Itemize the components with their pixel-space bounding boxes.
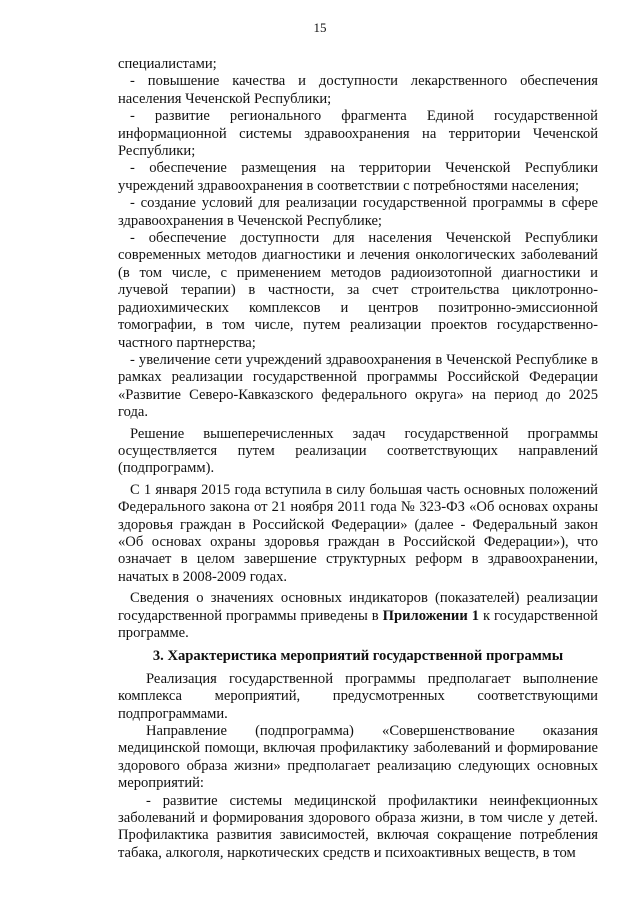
paragraph-12: Направление (подпрограмма) «Совершенствование оказания медицинской помощи, включая профилактику заболеваний и формирование здорового образа жизни» предполагает реализацию следующих основных мероприятий: xyxy=(118,723,598,792)
paragraph-1: специалистами; xyxy=(118,56,217,72)
paragraph-3: - развитие регионального фрагмента Единой государственной информационной системы здравоохранения на территории Чеченской Республики; xyxy=(118,108,598,160)
document-body xyxy=(118,56,598,862)
paragraph-8: Решение вышеперечисленных задач государственной программы осуществляется путем реализации соответствующих направлений (подпрограмм). xyxy=(118,425,598,477)
paragraph-11: Реализация государственной программы предполагает выполнение комплекса мероприятий, предусмотренных соответствующими подпрограммами. xyxy=(118,670,598,722)
paragraph-10-text: Сведения о значениях основных индикаторов (показателей) реализации государственной программы приведены в xyxy=(118,590,598,624)
paragraph-10-tail: к государственной программе. xyxy=(118,607,598,641)
page-number: 15 xyxy=(313,20,327,35)
paragraph-6: - обеспечение доступности для населения Чеченской Республики современных методов диагностики и лечения онкологических заболеваний (в том числе, с применением методов радиоизотопной диагностики и лучевой терапии) в частности, за счет строительства циклотронно-радиохимических комплексов и центров позитронно-эмиссионной томографии, в том числе, путем реализации проектов государственно-частного партнерства; xyxy=(118,230,598,351)
paragraph-9: С 1 января 2015 года вступила в силу большая часть основных положений Федерального закона от 21 ноября 2011 года № 323-ФЗ «Об основах охраны здоровья граждан в Российской Федерации» (далее - Федеральный закон «Об основах охраны здоровья граждан в Российской Федерации»), что означает в целом завершение структурных реформ в здравоохранении, начатых в 2008-2009 годах. xyxy=(118,481,598,585)
paragraph-13: - развитие системы медицинской профилактики неинфекционных заболеваний и формирования здорового образа жизни, в том числе у детей. Профилактика развития зависимостей, включая сокращение потребления табака, алкоголя, наркотических средств и психоактивных веществ, в том xyxy=(118,792,598,861)
paragraph-7: - увеличение сети учреждений здравоохранения в Чеченской Республике в рамках реализации государственной программы Российской Федерации «Развитие Северо-Кавказского федерального округа» на период до 2025 года. xyxy=(118,351,598,421)
paragraph-5: - создание условий для реализации государственной программы в сфере здравоохранения в Чеченской Республике; xyxy=(118,195,598,229)
paragraph-2: - повышение качества и доступности лекарственного обеспечения населения Чеченской Республики; xyxy=(118,73,598,107)
paragraph-4: - обеспечение размещения на территории Чеченской Республики учреждений здравоохранения в соответствии с потребностями населения; xyxy=(118,160,598,194)
section-heading: 3. Характеристика мероприятий государственной программы xyxy=(152,648,564,665)
appendix-reference: Приложении 1 xyxy=(382,607,479,624)
paragraph-10 xyxy=(118,590,598,642)
